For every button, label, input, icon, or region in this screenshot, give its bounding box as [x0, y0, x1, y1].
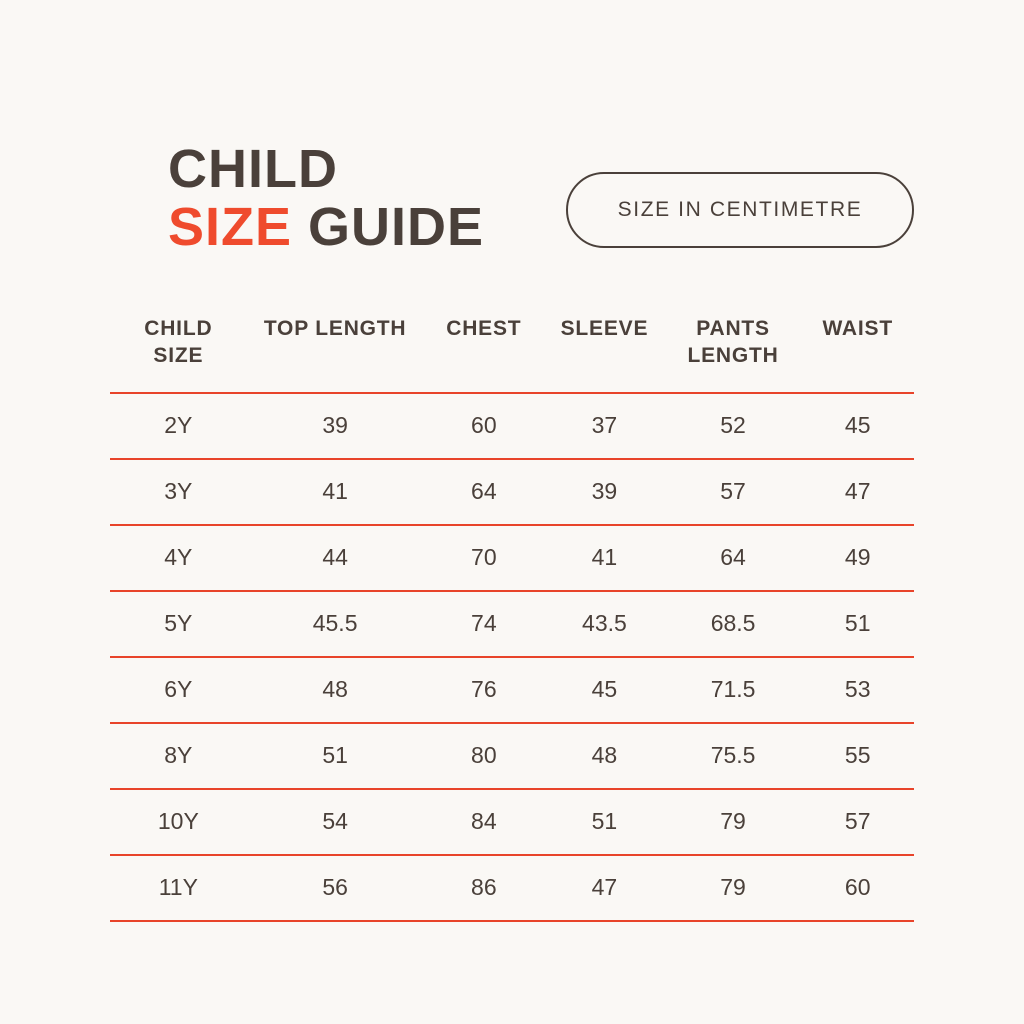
cell-top-length: 56 — [247, 855, 424, 921]
column-header-chest: CHEST — [446, 317, 522, 340]
cell-pants-length: 68.5 — [665, 591, 802, 657]
column-header-sleeve: SLEEVE — [560, 317, 649, 340]
cell-top-length: 39 — [247, 393, 424, 459]
column-header-top-length: TOP LENGTH — [263, 317, 407, 340]
cell-sleeve: 39 — [544, 459, 665, 525]
column-header-child-size: CHILD SIZE — [144, 317, 213, 367]
cell-waist: 53 — [801, 657, 914, 723]
cell-waist: 49 — [801, 525, 914, 591]
size-table-container — [110, 312, 914, 922]
cell-pants-length: 71.5 — [665, 657, 802, 723]
cell-waist: 55 — [801, 723, 914, 789]
table-header — [110, 312, 914, 393]
cell-chest: 74 — [424, 591, 545, 657]
cell-size: 2Y — [110, 393, 247, 459]
cell-size: 3Y — [110, 459, 247, 525]
units-badge-label: SIZE IN CENTIMETRE — [617, 198, 863, 221]
table-row — [110, 525, 914, 591]
cell-chest: 86 — [424, 855, 545, 921]
table-row — [110, 789, 914, 855]
cell-size: 4Y — [110, 525, 247, 591]
table-body — [110, 393, 914, 921]
cell-pants-length: 79 — [665, 789, 802, 855]
cell-size: 11Y — [110, 855, 247, 921]
table-row — [110, 591, 914, 657]
cell-waist: 60 — [801, 855, 914, 921]
cell-sleeve: 47 — [544, 855, 665, 921]
cell-top-length: 44 — [247, 525, 424, 591]
table-row — [110, 393, 914, 459]
cell-sleeve: 51 — [544, 789, 665, 855]
cell-pants-length: 52 — [665, 393, 802, 459]
title-line-1: CHILD — [168, 139, 338, 199]
cell-size: 6Y — [110, 657, 247, 723]
cell-pants-length: 57 — [665, 459, 802, 525]
cell-waist: 45 — [801, 393, 914, 459]
size-table — [110, 312, 914, 922]
cell-chest: 80 — [424, 723, 545, 789]
cell-size: 10Y — [110, 789, 247, 855]
title-accent-word: SIZE — [168, 197, 293, 258]
cell-pants-length: 75.5 — [665, 723, 802, 789]
cell-pants-length: 64 — [665, 525, 802, 591]
page-title — [168, 140, 484, 257]
cell-sleeve: 37 — [544, 393, 665, 459]
cell-waist: 57 — [801, 789, 914, 855]
cell-waist: 51 — [801, 591, 914, 657]
cell-pants-length: 79 — [665, 855, 802, 921]
table-row — [110, 459, 914, 525]
cell-top-length: 54 — [247, 789, 424, 855]
cell-top-length: 41 — [247, 459, 424, 525]
cell-waist: 47 — [801, 459, 914, 525]
cell-chest: 70 — [424, 525, 545, 591]
column-header-pants-length: PANTS LENGTH — [687, 317, 779, 367]
cell-chest: 64 — [424, 459, 545, 525]
column-header-waist: WAIST — [822, 317, 893, 340]
title-line-2 — [168, 198, 484, 256]
table-row — [110, 657, 914, 723]
cell-top-length: 51 — [247, 723, 424, 789]
table-header-row — [110, 312, 914, 393]
table-row — [110, 723, 914, 789]
header — [110, 140, 914, 280]
title-line-2-rest: GUIDE — [308, 197, 485, 258]
cell-sleeve: 43.5 — [544, 591, 665, 657]
cell-top-length: 48 — [247, 657, 424, 723]
cell-chest: 84 — [424, 789, 545, 855]
cell-sleeve: 48 — [544, 723, 665, 789]
cell-size: 8Y — [110, 723, 247, 789]
cell-top-length: 45.5 — [247, 591, 424, 657]
cell-sleeve: 41 — [544, 525, 665, 591]
cell-chest: 76 — [424, 657, 545, 723]
table-row — [110, 855, 914, 921]
cell-chest: 60 — [424, 393, 545, 459]
units-badge — [566, 172, 914, 248]
cell-size: 5Y — [110, 591, 247, 657]
cell-sleeve: 45 — [544, 657, 665, 723]
